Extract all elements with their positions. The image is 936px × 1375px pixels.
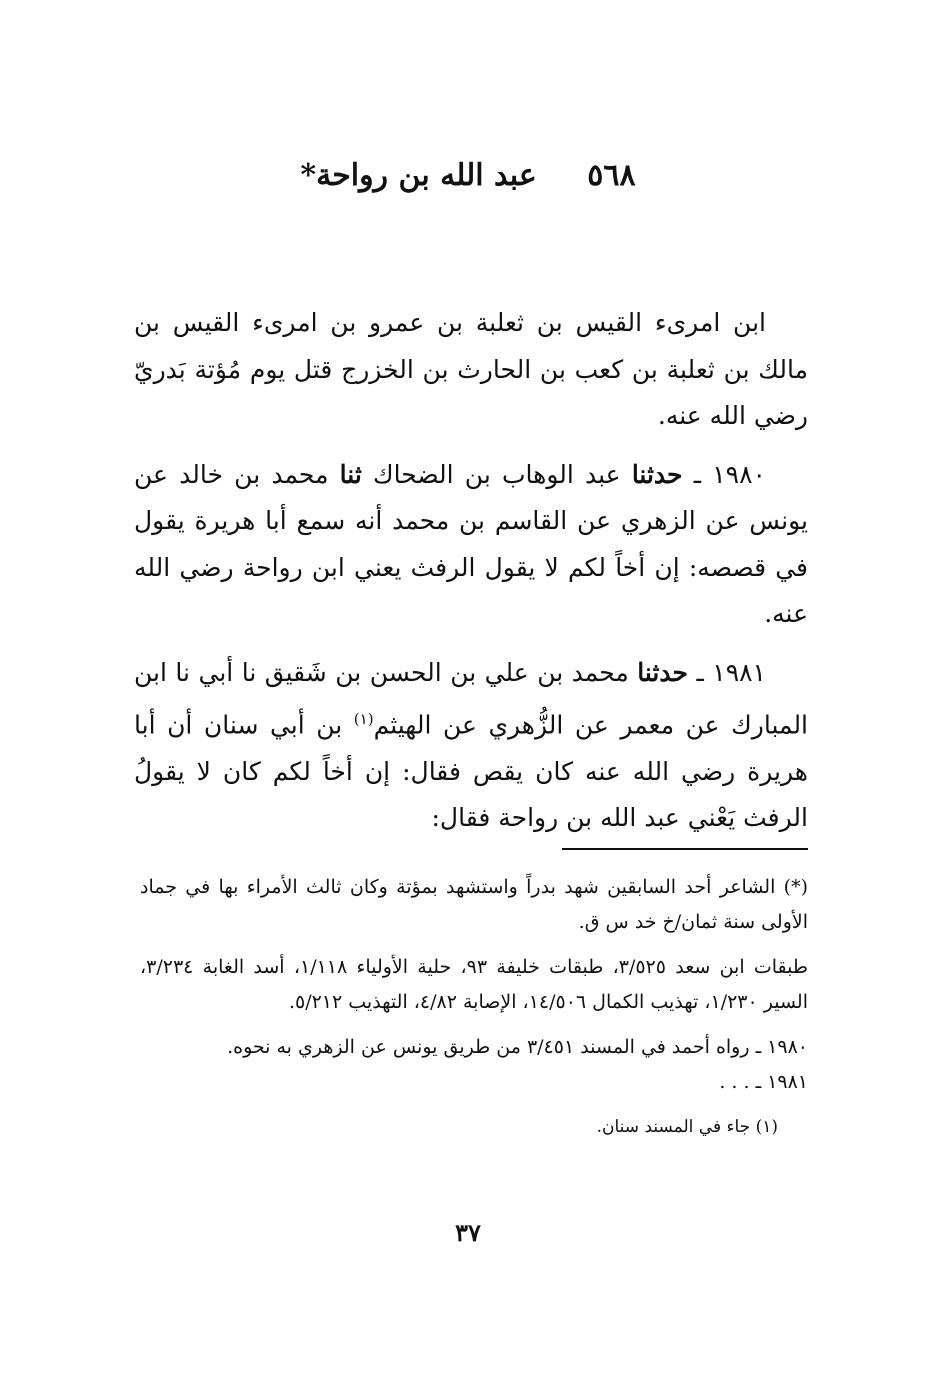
hadith-number: ١٩٨١ ـ: [696, 657, 766, 687]
entry-title: عبد الله بن رواحة*: [300, 158, 537, 193]
footnote-1: (١) جاء في المسند سنان.: [596, 1117, 778, 1137]
hadith-1980: [134, 452, 808, 638]
biography-paragraph: ابن امرىء القيس بن ثعلبة بن عمرو بن امرىء القيس بن مالك بن ثعلبة بن كعب بن الحارث بن الخزرج قتل يوم مُؤتة بَدريّ رضي الله عنه.: [134, 308, 808, 430]
hadith-lead: ثنا: [339, 459, 362, 489]
hadith-lead: حدثنا: [631, 459, 683, 489]
hadith-text: محمد بن علي بن الحسن بن شَقيق نا أبي نا ابن المبارك عن معمر عن الزُّهري عن الهيثم: [134, 657, 809, 740]
page-number: ٣٧: [455, 1218, 481, 1247]
footnotes: [140, 870, 808, 1145]
hadith-text: بن أبي سنان أن أبا هريرة رضي الله عنه كان يقص فقال: إن أخاً لكم كان لا يقولُ الرفث يَعْني عبد الله بن رواحة فقال:: [134, 710, 808, 833]
footnote-reference: (١): [353, 710, 374, 728]
hadith-text: محمد بن خالد عن يونس عن الزهري عن القاسم بن محمد أنه سمع أبا هريرة يقول في قصصه: إن أخاً لكم لا يقول الرفث يعني ابن رواحة رضي الله عنه.: [134, 459, 808, 628]
footnote-separator: [562, 848, 808, 850]
sources-note: طبقات ابن سعد ٣/٥٢٥، طبقات خليفة ٩٣، حلية الأولياء ١/١١٨، أسد الغابة ٣/٢٣٤، السير ١/٢٣٠، تهذيب الكمال ١٤/٥٠٦، الإصابة ٤/٨٢، التهذيب ٥/٢١٢.: [140, 956, 809, 1013]
entry-heading: [0, 158, 936, 193]
hadith-text: عبد الوهاب بن الضحاك: [373, 459, 621, 489]
takhrij-note-1981: ١٩٨١ ـ . . .: [719, 1071, 808, 1093]
entry-number: ٥٦٨: [587, 158, 636, 193]
hadith-lead: حدثنا: [637, 657, 688, 687]
takhrij-note-1980: ١٩٨٠ ـ رواه أحمد في المسند ٣/٤٥١ من طريق يونس عن الزهري به نحوه.: [227, 1036, 808, 1058]
hadith-1981: [134, 650, 808, 842]
main-text: [134, 300, 808, 854]
hadith-number: ١٩٨٠ ـ: [693, 459, 766, 489]
biography-note: (*) الشاعر أحد السابقين شهد بدراً واستشهد بمؤتة وكان ثالث الأمراء بها في جماد الأولى سنة ثمان/خ خد س ق.: [140, 876, 808, 933]
